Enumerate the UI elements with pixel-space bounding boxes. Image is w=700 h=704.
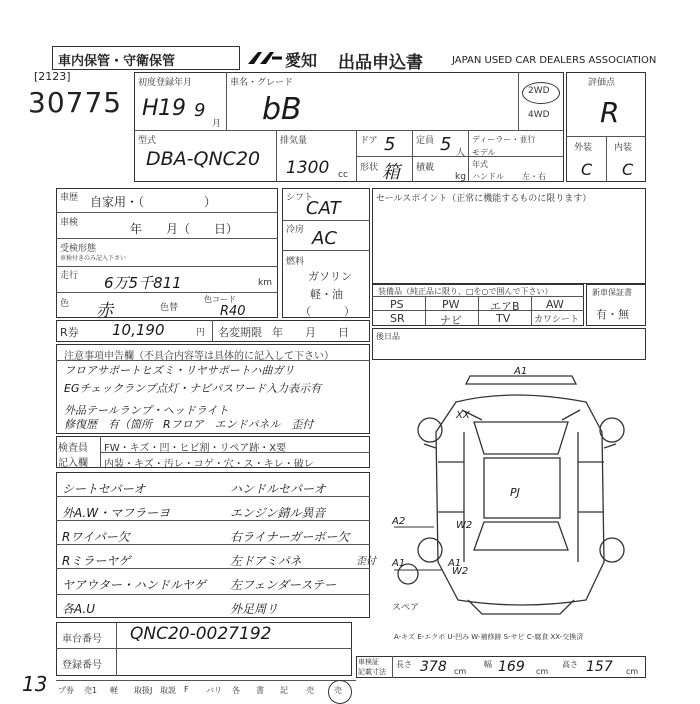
length-unit: cm: [454, 667, 467, 676]
shape-label: 形状: [360, 163, 379, 173]
inspector-label-1: 検査員: [58, 443, 88, 454]
fuel-option-gasoline: ガソリン: [308, 270, 352, 283]
interior-label: 内装: [614, 143, 633, 153]
detail-left-6: 各A.U: [62, 602, 96, 616]
detail-right-5: 左フェンダーステー: [230, 578, 337, 592]
side-note: 13: [22, 672, 48, 696]
capacity-unit: 人: [456, 148, 466, 158]
footer-item-9: 書: [256, 686, 264, 695]
form-title: 出品申込書: [338, 53, 423, 73]
ac-value: AC: [312, 228, 337, 249]
warranty-options: 有・無: [596, 308, 629, 321]
storage-note: 車内保管・守衛保管: [58, 54, 176, 69]
dim-label-1: 車検証: [358, 658, 379, 666]
color-value: 赤: [96, 301, 113, 321]
equip-aw: AW: [546, 298, 564, 311]
inspection-value: 年 月（ 日）: [130, 222, 239, 236]
first-reg-era: H: [142, 96, 159, 121]
interior-value: C: [622, 160, 634, 179]
lot-code: [2123]: [34, 70, 71, 83]
notes-line-1: フロアサポートヒズミ・リヤサポートハ曲ガリ: [64, 364, 295, 377]
door-label: ドア: [360, 136, 378, 146]
inspector-row-2: 内装・キズ・汚レ・コゲ・穴・ス・キレ・破レ: [104, 459, 314, 470]
first-reg-month: 9: [194, 100, 206, 121]
footer-item-2: 売1: [84, 686, 98, 695]
notes-header: 注意事項申告欄（不具合内容等は具体的に記入して下さい）: [64, 351, 334, 362]
chassis-value: QNC20-0027192: [130, 624, 272, 644]
notes-line-4: 修復歴 有（箇所 Rフロア エンドパネル 歪付: [64, 418, 314, 431]
detail-left-5: ヤアウター・ハンドルヤゲ: [62, 578, 206, 592]
first-reg-year: 19: [158, 96, 186, 121]
name-value: bB: [262, 92, 302, 127]
length-label: 長さ: [396, 660, 412, 669]
capacity-label: 定員: [416, 136, 435, 146]
width-unit: cm: [536, 667, 549, 676]
recycle-value: 10,190: [112, 321, 165, 339]
color-swap-label: 色替: [160, 303, 179, 313]
mileage-value: 6万5千811: [104, 274, 182, 292]
sales-points-label: セールスポイント（正常に機能するものに限ります）: [376, 194, 592, 204]
model-label: 型式: [138, 136, 157, 146]
equip-tv: TV: [496, 312, 511, 325]
dealer-label: ディーラー・並行: [472, 135, 536, 144]
mark-w2-lower: W2: [452, 566, 469, 577]
mark-front-a1: A1: [514, 366, 528, 377]
fuel-option-light-oil: 軽・油: [310, 288, 343, 301]
mark-a1-lower: A1: [392, 558, 406, 569]
grade-label: 評価点: [588, 78, 616, 88]
receipt-note: 車検付きのみ記入下さい: [60, 255, 127, 262]
grade-value: R: [600, 96, 620, 129]
shape-value: 箱: [382, 162, 400, 183]
chassis-label: 車台番号: [62, 634, 102, 645]
color-code-label: 色コード: [204, 295, 236, 304]
org-logo: [244, 48, 284, 68]
equip-navi: ナビ: [440, 314, 462, 327]
footer-item-5: 取説: [160, 686, 176, 695]
ac-label: 冷房: [286, 225, 305, 235]
org-logo-text: 愛知: [285, 51, 318, 70]
notes-line-3: 外品テールランプ・ヘッドライト: [64, 404, 229, 417]
load-unit: kg: [455, 172, 466, 182]
detail-left-3: Rワイパー欠: [62, 530, 130, 544]
displacement-unit: cc: [338, 170, 348, 180]
mileage-label: 走行: [60, 271, 79, 281]
height-unit: cm: [626, 667, 639, 676]
length-value: 378: [420, 659, 447, 675]
year-label: 年式: [472, 160, 488, 169]
drive-2wd: 2WD: [528, 86, 550, 96]
later-day-box: [372, 328, 646, 360]
detail-right-2: エンジン錆ル異音: [230, 506, 326, 520]
color-code-value: R40: [220, 304, 246, 319]
detail-left-2: 外A.W・マフラーヨ: [62, 506, 171, 520]
use-value: 自家用・（ ）: [90, 195, 217, 209]
notes-line-2: EGチェックランプ点灯・ナビパスワード入力表示有: [64, 382, 322, 395]
equip-ps: PS: [390, 298, 404, 311]
detail-right-1: ハンドルセパーオ: [230, 482, 326, 496]
equip-leather: カワシート: [534, 315, 580, 325]
footer-items: [56, 680, 356, 701]
height-label: 高さ: [562, 660, 578, 669]
inspection-label: 車検: [60, 218, 79, 228]
door-value: 5: [384, 134, 396, 155]
footer-item-6: F: [184, 685, 189, 694]
inspector-row-1: FW・キズ・凹・ヒビ割・リペア跡・X要: [104, 443, 287, 454]
footer-item-8: 各: [232, 686, 240, 695]
displacement-value: 1300: [286, 158, 330, 178]
mark-w2: W2: [456, 520, 473, 531]
use-label: 車歴: [60, 193, 79, 203]
handle-label: ハンドル: [472, 172, 504, 181]
displacement-label: 排気量: [280, 136, 308, 146]
width-label: 幅: [484, 660, 492, 669]
name-change-label: 名変期限: [218, 326, 262, 339]
equip-sr: SR: [390, 312, 405, 325]
equip-pw: PW: [442, 298, 460, 311]
warranty-label: 新車保証書: [592, 288, 632, 297]
first-reg-label: 初度登録年月: [138, 78, 193, 88]
later-day-label: 後日品: [376, 332, 400, 341]
recycle-unit: 円: [196, 328, 206, 338]
detail-left-4: Rミラーヤゲ: [62, 554, 131, 568]
shift-value: CAT: [306, 198, 341, 219]
name-label: 車名・グレード: [230, 78, 294, 88]
equip-airbag: エアB: [490, 300, 520, 313]
footer-item-3: 軽: [110, 686, 118, 695]
footer-item-10: 記: [280, 686, 288, 695]
receipt-label: 受検形態: [60, 244, 97, 254]
mark-a1-side: A1: [448, 558, 462, 569]
shift-label: シフト: [286, 193, 314, 203]
model-year-label: モデル: [472, 148, 496, 157]
capacity-value: 5: [440, 134, 452, 155]
drive-4wd: 4WD: [528, 110, 550, 120]
mark-pj: PJ: [510, 486, 520, 499]
detail-left-1: シートセパーオ: [62, 482, 146, 496]
month-unit: 月: [212, 119, 222, 129]
footer-item-11: 売: [306, 686, 314, 695]
inspector-label-2: 記入欄: [58, 458, 88, 469]
mark-xx: XX: [456, 410, 470, 421]
footer-item-7: バリ: [206, 686, 222, 695]
detail-right-4: 左ドアミパネ: [230, 554, 302, 568]
fuel-option-other: （ ）: [300, 305, 355, 318]
footer-item-12: 売: [334, 686, 342, 695]
car-diagram: [372, 362, 646, 624]
fuel-label: 燃料: [286, 257, 305, 267]
lot-number: 30775: [28, 86, 123, 119]
diagram-legend: A-キズ E-エクボ U-凹み W-補修跡 S-サビ C-腐食 XX-交換済: [394, 633, 584, 641]
handle-options: 左・右: [522, 172, 546, 181]
dim-label-2: 記載寸法: [358, 668, 386, 676]
org-english: JAPAN USED CAR DEALERS ASSOCIATION: [452, 55, 657, 66]
mark-spare: スペア: [392, 603, 420, 613]
detail-right-6: 外足周リ: [230, 602, 279, 616]
mark-distort: 歪付: [356, 556, 376, 567]
name-change-value: 年 月 日: [272, 326, 349, 339]
footer-circle: [328, 680, 352, 704]
recycle-label: R券: [60, 326, 79, 339]
exterior-label: 外装: [574, 143, 593, 153]
equipment-title: 装備品（純正品に限り、□を○で囲んで下さい）: [378, 287, 553, 296]
detail-right-3: 右ライナーガーボー欠: [230, 530, 350, 544]
exterior-value: C: [581, 160, 593, 179]
model-value: DBA-QNC20: [146, 148, 261, 170]
reg-label: 登録番号: [62, 660, 102, 671]
mark-a2: A2: [392, 516, 406, 527]
load-label: 積載: [416, 163, 435, 173]
footer-item-4: 取扱J: [134, 686, 153, 695]
mileage-unit: km: [258, 278, 272, 288]
height-value: 157: [586, 659, 613, 675]
footer-item-1: プ券: [58, 686, 74, 695]
width-value: 169: [498, 659, 525, 675]
color-label: 色: [60, 299, 70, 309]
